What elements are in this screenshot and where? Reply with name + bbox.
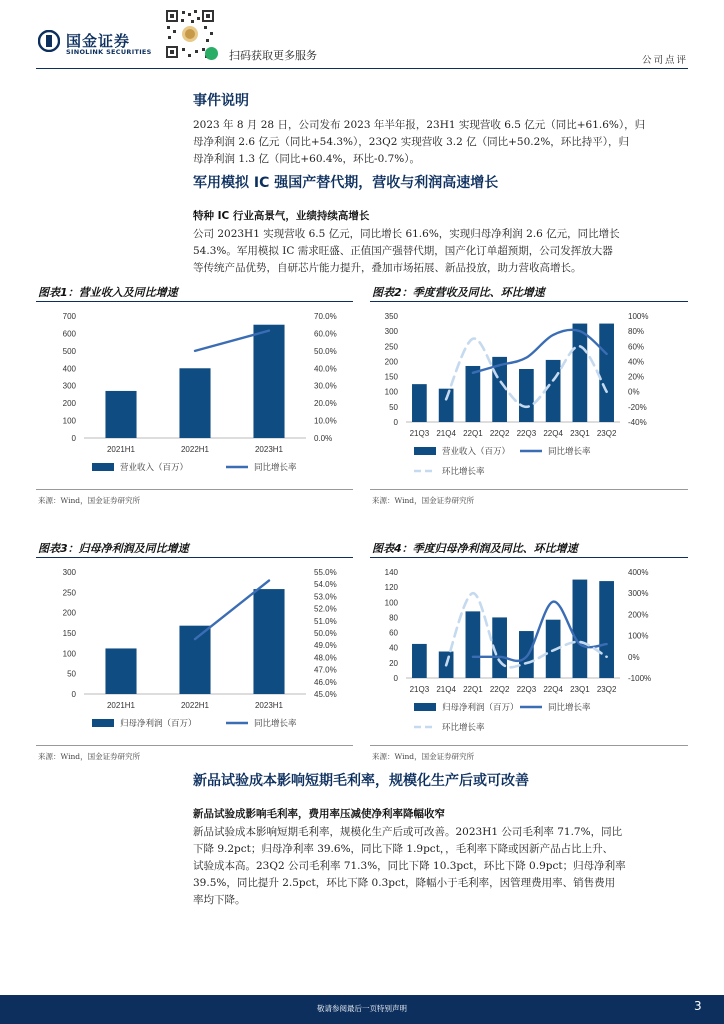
y2-tick-label: 0% bbox=[628, 387, 640, 397]
section1-subtitle: 特种 IC 行业高景气，业绩持续高增长 bbox=[193, 210, 370, 222]
legend-swatch-bar bbox=[414, 447, 436, 455]
x-tick-label: 2021H1 bbox=[106, 701, 136, 710]
y-tick-label: 120 bbox=[384, 583, 398, 593]
y-tick-label: 20 bbox=[389, 658, 398, 668]
bar bbox=[599, 324, 614, 422]
section2-line: 39.5%，同比提升 2.5pct，环比下降 0.3pct，降幅小于毛利率，因管理费用率、销售费用 bbox=[193, 877, 616, 889]
x-tick-label: 23Q2 bbox=[596, 429, 617, 438]
bar bbox=[519, 369, 534, 422]
bar bbox=[573, 324, 588, 422]
bar bbox=[253, 325, 284, 438]
x-tick-label: 22Q4 bbox=[543, 429, 563, 438]
fig4-title: 图表4：季度归母净利润及同比、环比增速 bbox=[372, 542, 578, 555]
legend-label: 环比增长率 bbox=[442, 466, 485, 476]
section1-line: 公司 2023H1 实现营收 6.5 亿元，同比增长 61.6%，实现归母净利润 2.6 亿元，同比增长 bbox=[193, 228, 620, 240]
section1-line: 54.3%。军用模拟 IC 需求旺盛、正值国产强替代期，国产化订单超预期，公司发挥放大器 bbox=[193, 245, 613, 257]
y-tick-label: 100 bbox=[384, 387, 398, 397]
y2-tick-label: 60.0% bbox=[314, 329, 337, 339]
y2-tick-label: -40% bbox=[628, 418, 647, 427]
legend-label: 同比增长率 bbox=[254, 462, 297, 472]
y-tick-label: 200 bbox=[384, 357, 398, 367]
y2-tick-label: 50.0% bbox=[314, 629, 337, 638]
x-tick-label: 22Q2 bbox=[489, 685, 510, 694]
bar bbox=[599, 581, 614, 678]
bar bbox=[466, 366, 481, 422]
y-tick-label: 0 bbox=[71, 690, 76, 699]
bar bbox=[179, 368, 210, 438]
y2-tick-label: 20% bbox=[628, 372, 645, 382]
y2-tick-label: 200% bbox=[628, 610, 649, 620]
y-tick-label: 250 bbox=[62, 588, 76, 598]
y2-tick-label: 40% bbox=[628, 357, 645, 367]
y-tick-label: 600 bbox=[62, 329, 76, 339]
logo-text-cn: 国金证券 bbox=[66, 32, 131, 50]
revenue-chart bbox=[36, 302, 353, 488]
fig1-bottom-rule bbox=[36, 489, 353, 490]
y-tick-label: 150 bbox=[62, 629, 76, 638]
legend-label: 同比增长率 bbox=[548, 702, 591, 712]
bar bbox=[546, 360, 561, 422]
x-tick-label: 22Q3 bbox=[516, 429, 537, 438]
y2-tick-label: 100% bbox=[628, 312, 649, 321]
y-tick-label: 300 bbox=[62, 381, 76, 391]
x-tick-label: 23Q1 bbox=[570, 685, 590, 694]
y2-tick-label: 52.0% bbox=[314, 604, 337, 614]
event-paragraph bbox=[193, 117, 693, 168]
y2-tick-label: 0.0% bbox=[314, 434, 333, 443]
bar bbox=[412, 384, 427, 422]
y-tick-label: 0 bbox=[71, 434, 76, 443]
fig2-bottom-rule bbox=[370, 489, 688, 490]
fig2-title: 图表2：季度营收及同比、环比增速 bbox=[372, 286, 545, 299]
x-tick-label: 2023H1 bbox=[254, 701, 284, 710]
x-tick-label: 2023H1 bbox=[254, 445, 284, 454]
sinolink-logo-icon bbox=[38, 30, 60, 52]
x-tick-label: 23Q1 bbox=[570, 429, 590, 438]
y-tick-label: 500 bbox=[62, 346, 76, 356]
y-tick-label: 100 bbox=[62, 649, 76, 659]
x-tick-label: 2022H1 bbox=[180, 445, 210, 454]
bar bbox=[105, 648, 136, 694]
x-tick-label: 21Q4 bbox=[436, 685, 456, 694]
legend-swatch-bar bbox=[414, 703, 436, 711]
y2-tick-label: 48.0% bbox=[314, 653, 337, 663]
section1-title: 军用模拟 IC 强国产替代期，营收与利润高速增长 bbox=[193, 175, 499, 191]
y2-tick-label: 40.0% bbox=[314, 364, 337, 374]
y2-tick-label: 47.0% bbox=[314, 665, 337, 675]
y-tick-label: 60 bbox=[389, 628, 398, 638]
section2-line: 新品试验成本影响短期毛利率，规模化生产后或可改善。2023H1 公司毛利率 71.7%，同比 bbox=[193, 826, 623, 838]
section2-subtitle: 新品试验成影响毛利率，费用率压减使净利率降幅收窄 bbox=[193, 808, 445, 820]
bar bbox=[412, 644, 427, 678]
fig1-source: 来源：Wind，国金证券研究所 bbox=[38, 496, 141, 505]
x-tick-label: 2022H1 bbox=[180, 701, 210, 710]
y-tick-label: 250 bbox=[384, 342, 398, 352]
y2-tick-label: 80% bbox=[628, 327, 645, 337]
x-tick-label: 22Q1 bbox=[463, 429, 483, 438]
section2-paragraph bbox=[193, 824, 693, 909]
y-tick-label: 0 bbox=[393, 674, 398, 683]
section1-paragraph bbox=[193, 226, 693, 277]
y-tick-label: 50 bbox=[67, 669, 76, 679]
fig4-source: 来源：Wind，国金证券研究所 bbox=[372, 752, 475, 761]
doc-type-label: 公司点评 bbox=[641, 55, 688, 66]
y-tick-label: 80 bbox=[389, 613, 398, 623]
bar bbox=[519, 631, 534, 678]
legend-label: 环比增长率 bbox=[442, 722, 485, 732]
y2-tick-label: 60% bbox=[628, 342, 645, 352]
y-tick-label: 400 bbox=[62, 364, 76, 374]
y2-tick-label: 0% bbox=[628, 652, 640, 662]
footer-disclaimer: 敬请参阅最后一页特别声明 bbox=[317, 1004, 407, 1013]
legend-label: 营业收入（百万） bbox=[442, 446, 511, 456]
y2-tick-label: 46.0% bbox=[314, 677, 337, 687]
y2-tick-label: 10.0% bbox=[314, 416, 337, 426]
page-number: 3 bbox=[694, 999, 702, 1013]
y2-tick-label: 20.0% bbox=[314, 399, 337, 409]
y-tick-label: 100 bbox=[384, 598, 398, 608]
bar bbox=[466, 611, 481, 678]
fig1-title: 图表1：营业收入及同比增速 bbox=[38, 286, 178, 299]
y2-tick-label: 100% bbox=[628, 631, 649, 641]
section2-line: 率均下降。 bbox=[193, 894, 246, 906]
y2-tick-label: 53.0% bbox=[314, 592, 337, 602]
logo-text-en: SINOLINK SECURITIES bbox=[66, 48, 152, 56]
legend-label: 同比增长率 bbox=[254, 718, 297, 728]
y-tick-label: 40 bbox=[389, 643, 398, 653]
legend-swatch-bar bbox=[92, 463, 114, 471]
y-tick-label: 100 bbox=[62, 416, 76, 426]
legend-label: 归母净利润（百万） bbox=[120, 718, 197, 728]
section2-line: 下降 9.2pct；归母净利率 39.6%，同比下降 1.9pct，，毛利率下降或因新产品占比上升、 bbox=[193, 843, 614, 855]
bar bbox=[253, 589, 284, 694]
fig3-bottom-rule bbox=[36, 745, 353, 746]
y-tick-label: 150 bbox=[384, 372, 398, 382]
fig2-source: 来源：Wind，国金证券研究所 bbox=[372, 496, 475, 505]
y2-tick-label: 49.0% bbox=[314, 641, 337, 651]
quarterly-net-profit-chart bbox=[370, 558, 688, 744]
fig4-bottom-rule bbox=[370, 745, 688, 746]
y2-tick-label: -100% bbox=[628, 674, 652, 683]
event-line: 母净利润 2.6 亿元（同比+54.3%），23Q2 实现营收 3.2 亿（同比+50.2%，环比持平），归 bbox=[193, 136, 630, 148]
event-title: 事件说明 bbox=[193, 93, 249, 109]
bar bbox=[105, 391, 136, 438]
legend-label: 营业收入（百万） bbox=[120, 462, 189, 472]
y-tick-label: 300 bbox=[62, 568, 76, 577]
x-tick-label: 22Q4 bbox=[543, 685, 563, 694]
y-tick-label: 700 bbox=[62, 312, 76, 321]
legend-label: 归母净利润（百万） bbox=[442, 702, 519, 712]
x-tick-label: 21Q3 bbox=[409, 685, 430, 694]
section2-line: 试验成本高。23Q2 公司毛利率 71.3%，同比下降 10.3pct，环比下降 0.9pct；归母净利率 bbox=[193, 860, 626, 872]
quarterly-revenue-chart bbox=[370, 302, 688, 488]
x-tick-label: 22Q2 bbox=[489, 429, 510, 438]
legend-swatch-bar bbox=[92, 719, 114, 727]
fig3-source: 来源：Wind，国金证券研究所 bbox=[38, 752, 141, 761]
bar bbox=[439, 389, 454, 422]
scan-hint: 扫码获取更多服务 bbox=[229, 49, 317, 62]
y-tick-label: 300 bbox=[384, 327, 398, 337]
event-line: 母净利润 1.3 亿（同比+60.4%，环比-0.7%）。 bbox=[193, 153, 421, 165]
y-tick-label: 350 bbox=[384, 312, 398, 321]
y-tick-label: 0 bbox=[393, 418, 398, 427]
y-tick-label: 50 bbox=[389, 402, 398, 412]
x-tick-label: 23Q2 bbox=[596, 685, 617, 694]
y2-tick-label: 54.0% bbox=[314, 580, 337, 590]
section2-title: 新品试验成本影响短期毛利率，规模化生产后或可改善 bbox=[193, 773, 529, 789]
x-tick-label: 2021H1 bbox=[106, 445, 136, 454]
y2-tick-label: 51.0% bbox=[314, 616, 337, 626]
header-divider bbox=[36, 68, 688, 69]
y2-tick-label: 70.0% bbox=[314, 312, 337, 321]
y2-tick-label: 300% bbox=[628, 589, 649, 599]
y2-tick-label: -20% bbox=[628, 402, 647, 412]
x-tick-label: 21Q4 bbox=[436, 429, 456, 438]
fig3-title: 图表3：归母净利润及同比增速 bbox=[38, 542, 189, 555]
y-tick-label: 140 bbox=[384, 568, 398, 577]
net-profit-chart bbox=[36, 558, 353, 744]
wechat-icon bbox=[205, 47, 218, 60]
y2-tick-label: 45.0% bbox=[314, 690, 337, 699]
section1-line: 等传统产品优势，自研芯片能力提升，叠加市场拓展、新品投放，助力营收高增长。 bbox=[193, 262, 582, 274]
y-tick-label: 200 bbox=[62, 608, 76, 618]
x-tick-label: 22Q1 bbox=[463, 685, 483, 694]
y2-tick-label: 30.0% bbox=[314, 381, 337, 391]
legend-label: 同比增长率 bbox=[548, 446, 591, 456]
bar bbox=[573, 580, 588, 678]
y2-tick-label: 55.0% bbox=[314, 568, 337, 577]
y2-tick-label: 50.0% bbox=[314, 346, 337, 356]
y2-tick-label: 400% bbox=[628, 568, 649, 577]
x-tick-label: 21Q3 bbox=[409, 429, 430, 438]
bar bbox=[179, 626, 210, 694]
y-tick-label: 200 bbox=[62, 399, 76, 409]
event-line: 2023 年 8 月 28 日，公司发布 2023 年半年报，23H1 实现营收 6.5 亿元（同比+61.6%），归 bbox=[193, 119, 646, 131]
x-tick-label: 22Q3 bbox=[516, 685, 537, 694]
